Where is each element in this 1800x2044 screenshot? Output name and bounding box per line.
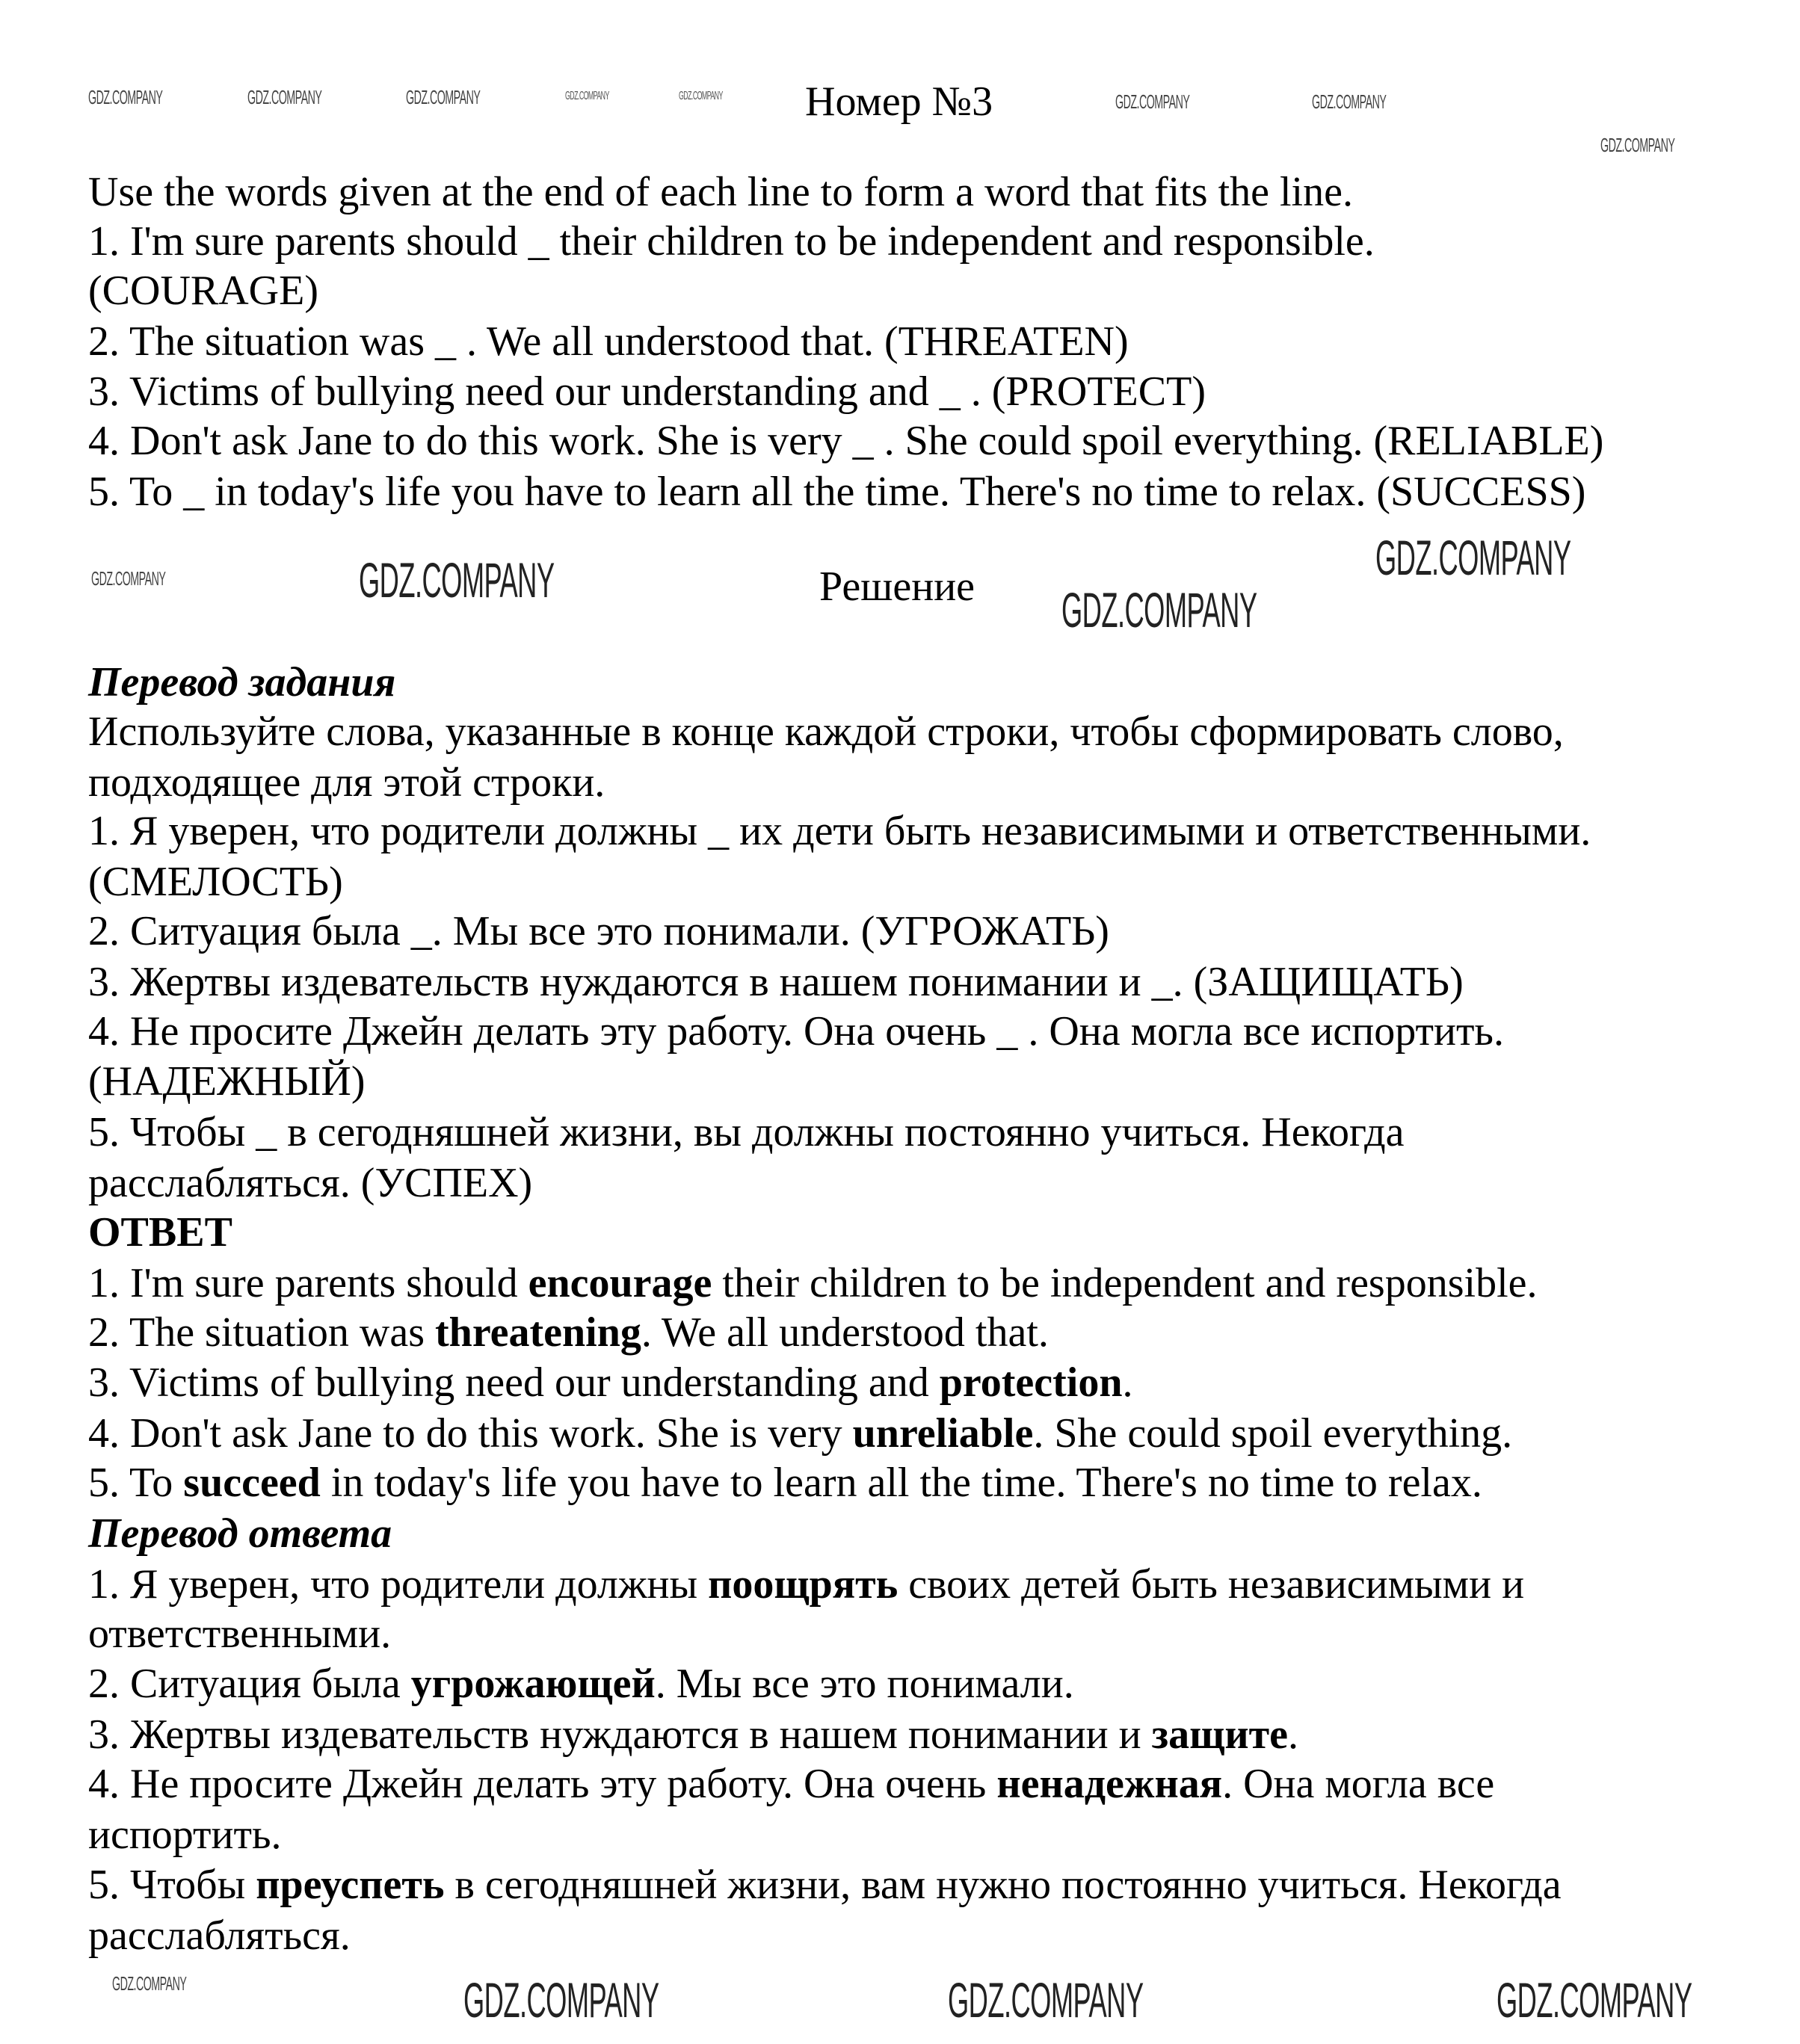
watermark: GDZ.COMPANY xyxy=(91,567,166,590)
watermark: GDZ.COMPANY xyxy=(565,90,609,102)
translation-line: 5. Чтобы _ в сегодняшней жизни, вы должны постоянно учиться. Некогда xyxy=(88,1109,1405,1155)
answer-line xyxy=(88,1259,1538,1309)
text: расслабляться. xyxy=(88,1912,351,1959)
watermark: GDZ.COMPANY xyxy=(1061,582,1257,637)
text: 3. Victims of bullying need our understanding and xyxy=(88,1359,940,1406)
text: . xyxy=(1122,1359,1133,1406)
watermark: GDZ.COMPANY xyxy=(406,86,481,108)
watermark: GDZ.COMPANY xyxy=(1312,90,1387,113)
watermark: GDZ.COMPANY xyxy=(463,1972,659,2028)
translation-line: 3. Жертвы издевательств нуждаются в нашем понимании и _. (ЗАЩИЩАТЬ) xyxy=(88,959,1464,1005)
text: 5. To xyxy=(88,1460,184,1506)
text: своих детей быть независимыми и xyxy=(898,1561,1525,1608)
solution-label: Решение xyxy=(819,564,975,610)
text: 2. The situation was xyxy=(88,1309,436,1356)
answer-word: succeed xyxy=(183,1460,321,1506)
answer-word: преуспеть xyxy=(256,1862,445,1908)
text: 1. I'm sure parents should xyxy=(88,1260,528,1306)
translation-line: расслабляться. (УСПЕХ) xyxy=(88,1160,533,1206)
watermark: GDZ.COMPANY xyxy=(247,86,322,108)
text: 1. Я уверен, что родители должны xyxy=(88,1561,709,1608)
task-line: 3. Victims of bullying need our understanding and _ . (PROTECT) xyxy=(88,368,1206,415)
text: 2. Ситуация была xyxy=(88,1661,411,1707)
answer-translation-line xyxy=(88,1609,391,1659)
answer-translation-line xyxy=(88,1659,1074,1709)
answer-word: encourage xyxy=(528,1260,712,1306)
text: . We all understood that. xyxy=(641,1309,1049,1356)
watermark: GDZ.COMPANY xyxy=(679,90,723,102)
text: in today's life you have to learn all the time. There's no time to relax. xyxy=(320,1460,1482,1506)
answer-word: защите xyxy=(1151,1711,1289,1758)
text: . Она могла все xyxy=(1222,1761,1495,1807)
translation-line: 2. Ситуация была _. Мы все это понимали. (УГРОЖАТЬ) xyxy=(88,908,1109,954)
answer-translation-line xyxy=(88,1759,1494,1809)
watermark: GDZ.COMPANY xyxy=(359,552,555,608)
answer-word: protection xyxy=(939,1359,1123,1406)
answer-line xyxy=(88,1458,1482,1508)
task-intro: Use the words given at the end of each line to form a word that fits the line. xyxy=(88,169,1353,215)
answer-translation-heading: Перевод ответа xyxy=(88,1510,392,1557)
task-line: 4. Don't ask Jane to do this work. She is very _ . She could spoil everything. (RELIABLE) xyxy=(88,418,1604,464)
answer-heading: ОТВЕТ xyxy=(88,1209,232,1256)
answer-word: поощрять xyxy=(708,1561,899,1608)
text: 4. Don't ask Jane to do this work. She is very xyxy=(88,1410,853,1457)
translation-line: 4. Не просите Джейн делать эту работу. Она очень _ . Она могла все испортить. xyxy=(88,1008,1504,1055)
text: 5. Чтобы xyxy=(88,1862,256,1908)
watermark: GDZ.COMPANY xyxy=(1375,530,1571,585)
answer-line xyxy=(88,1308,1049,1358)
watermark: GDZ.COMPANY xyxy=(1600,134,1675,156)
text: . xyxy=(1288,1711,1299,1758)
watermark: GDZ.COMPANY xyxy=(1497,1972,1692,2028)
task-translation-heading: Перевод задания xyxy=(88,659,396,705)
answer-translation-line xyxy=(88,1560,1524,1610)
text: ответственными. xyxy=(88,1611,392,1657)
watermark: GDZ.COMPANY xyxy=(112,1972,187,1995)
text: . She could spoil everything. xyxy=(1033,1410,1513,1457)
text: в сегодняшней жизни, вам нужно постоянно учиться. Некогда xyxy=(444,1862,1562,1908)
text: . Мы все это понимали. xyxy=(655,1661,1074,1707)
answer-translation-line xyxy=(88,1810,282,1860)
task-line: 1. I'm sure parents should _ their children to be independent and responsible. xyxy=(88,218,1375,265)
answer-word: угрожающей xyxy=(410,1661,656,1707)
answer-line xyxy=(88,1409,1512,1459)
answer-word: unreliable xyxy=(852,1410,1034,1457)
task-line: (COURAGE) xyxy=(88,268,318,314)
answer-word: threatening xyxy=(435,1309,641,1356)
answer-word: ненадежная xyxy=(996,1761,1223,1807)
watermark: GDZ.COMPANY xyxy=(88,86,163,108)
answer-translation-line xyxy=(88,1911,351,1961)
watermark: GDZ.COMPANY xyxy=(1115,90,1190,113)
answer-translation-line xyxy=(88,1860,1562,1910)
task-line: 2. The situation was _ . We all understood that. (THREATEN) xyxy=(88,318,1129,365)
text: 3. Жертвы издевательств нуждаются в нашем понимании и xyxy=(88,1711,1152,1758)
answer-line xyxy=(88,1358,1132,1408)
page-title: Номер №3 xyxy=(805,78,993,125)
watermark: GDZ.COMPANY xyxy=(948,1972,1144,2028)
text: 4. Не просите Джейн делать эту работу. Она очень xyxy=(88,1761,997,1807)
translation-line: подходящее для этой строки. xyxy=(88,759,605,806)
translation-line: 1. Я уверен, что родители должны _ их дети быть независимыми и ответственными. xyxy=(88,808,1591,854)
translation-line: Используйте слова, указанные в конце каждой строки, чтобы сформировать слово, xyxy=(88,708,1564,755)
answer-translation-line xyxy=(88,1710,1298,1760)
text: their children to be independent and responsible. xyxy=(712,1260,1538,1306)
translation-line: (НАДЕЖНЫЙ) xyxy=(88,1058,366,1105)
task-line: 5. To _ in today's life you have to learn all the time. There's no time to relax. (SUCCESS) xyxy=(88,469,1586,515)
text: испортить. xyxy=(88,1812,282,1858)
translation-line: (СМЕЛОСТЬ) xyxy=(88,859,343,905)
